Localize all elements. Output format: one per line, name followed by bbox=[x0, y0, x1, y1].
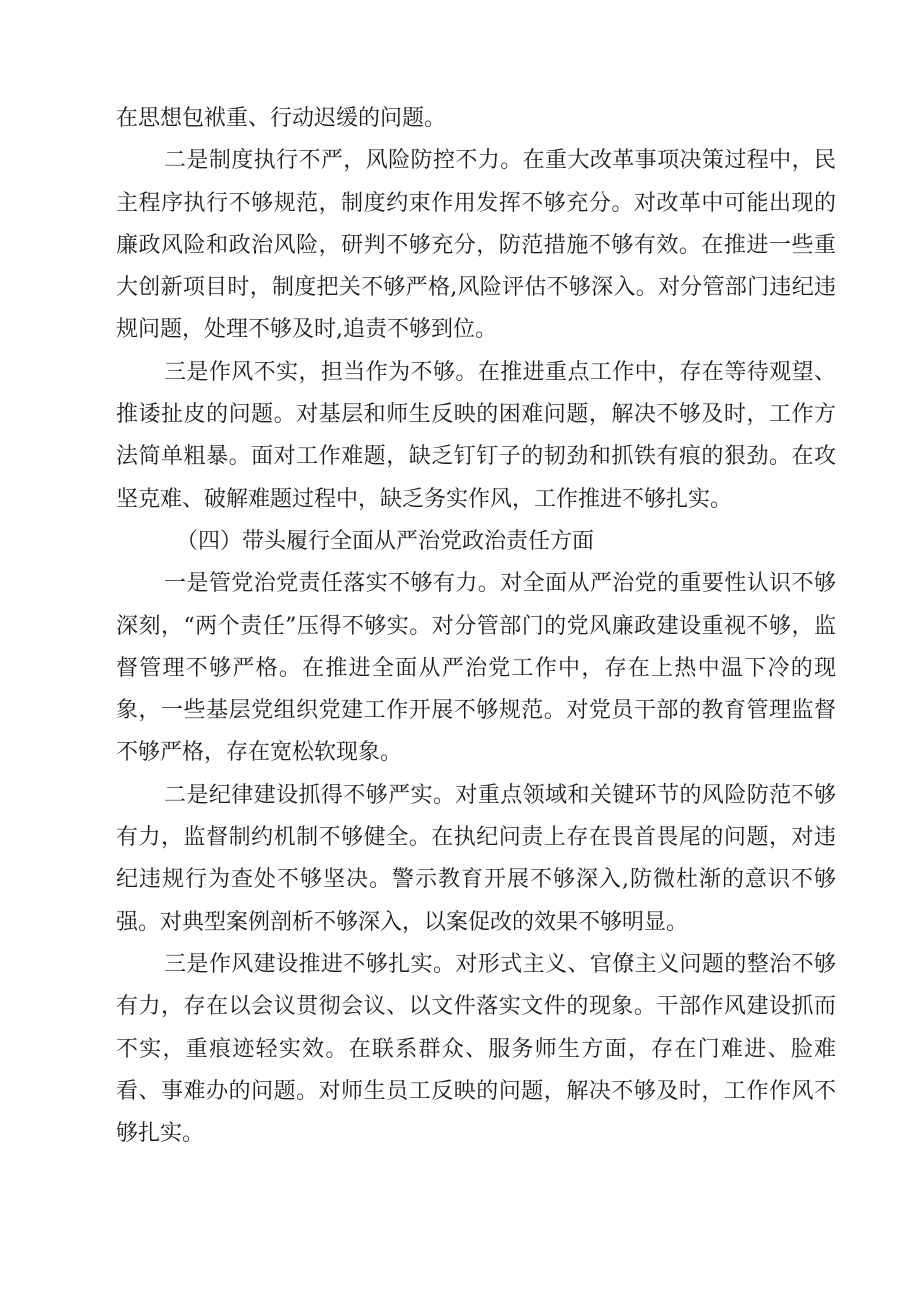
paragraph-continuation: 在思想包袱重、行动迟缓的问题。 bbox=[116, 106, 447, 131]
section-heading: （四）带头履行全面从严治党政治责任方面 bbox=[176, 528, 595, 554]
paragraph-party-responsibility: 一是管党治党责任落实不够有力。对全面从严治党的重要性认识不够深刻，“两个责任”压得不够实。对分管部门的党风廉政建设重视不够，监督管理不够严格。在推进全面从严治党工作中，存在上热中温下冷的现象，一些基层党组织党建工作开展不够规范。对党员干部的教育管理监督不够严格，存在宽松软现象。 bbox=[116, 571, 836, 766]
paragraph-style-building: 三是作风建设推进不够扎实。对形式主义、官僚主义问题的整治不够有力，存在以会议贯彻会议、以文件落实文件的现象。干部作风建设抓而不实，重痕迹轻实效。在联系群众、服务师生方面，存在门难进、脸难看、事难办的问题。对师生员工反映的问题，解决不够及时，工作作风不够扎实。 bbox=[116, 951, 836, 1147]
paragraph-discipline-building: 二是纪律建设抓得不够严实。对重点领域和关键环节的风险防范不够有力，监督制约机制不够健全。在执纪问责上存在畏首畏尾的问题，对违纪违规行为查处不够坚决。警示教育开展不够深入,防微杜渐的意识不够强。对典型案例剖析不够深入，以案促改的效果不够明显。 bbox=[116, 782, 836, 935]
paragraph-work-style: 三是作风不实，担当作为不够。在推进重点工作中，存在等待观望、推诿扯皮的问题。对基层和师生反映的困难问题，解决不够及时，工作方法简单粗暴。面对工作难题，缺乏钉钉子的韧劲和抓铁有痕的狠劲。在攻坚克难、破解难题过程中，缺乏务实作风，工作推进不够扎实。 bbox=[116, 359, 836, 512]
document-body bbox=[116, 98, 836, 1155]
paragraph-institution-enforcement: 二是制度执行不严，风险防控不力。在重大改革事项决策过程中，民主程序执行不够规范，制度约束作用发挥不够充分。对改革中可能出现的廉政风险和政治风险，研判不够充分，防范措施不够有效。在推进一些重大创新项目时，制度把关不够严格,风险评估不够深入。对分管部门违纪违规问题，处理不够及时,追责不够到位。 bbox=[116, 148, 836, 343]
